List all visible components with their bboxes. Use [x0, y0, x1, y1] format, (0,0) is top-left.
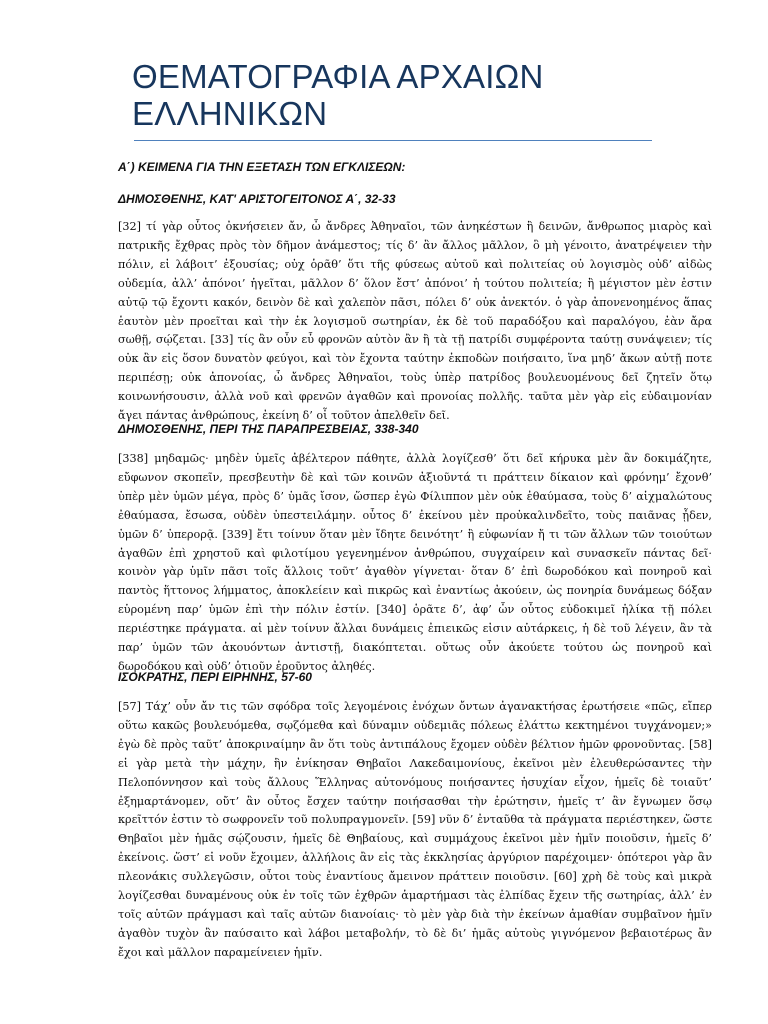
section-text-isokrates-eirini: [57] Τάχ’ οὖν ἄν τις τῶν σφόδρα τοῖς λεγομένοις ἐνόχων ὄντων ἀγανακτήσας ἐρωτήσειε «πῶς, εἴπερ οὕτω κακῶς βουλευόμεθα, σῳζόμεθα καὶ δύναμιν οὐδεμιᾶς πόλεως ἐλάττω κεκτημένοι τυγχάνομεν;» ἐγὼ δὲ πρὸς ταῦτ’ ἀποκριναίμην ἂν ὅτι τοὺς ἀντιπάλους ἔχομεν οὐδὲν βέλτιον ἡμῶν φρονοῦντας. [58] εἰ γὰρ μετὰ τὴν μάχην, ἣν ἐνίκησαν Θηβαῖοι Λακεδαιμονίους, ἐκεῖνοι μὲν ἐλευθερώσαντες τὴν Πελοπόννησον καὶ τοὺς ἄλλους Ἕλληνας αὐτονόμους ποιήσαντες ἡσυχίαν εἶχον, ἡμεῖς δὲ τοιαῦτ’ ἐξημαρτάνομεν, οὔτ’ ἂν οὗτος ἔσχεν ταύτην ποιήσασθαι τὴν ἐρώτησιν, ἡμεῖς τ’ ἂν ἔγνωμεν ὅσῳ κρεῖττόν ἐστιν τὸ σωφρονεῖν τοῦ πολυπραγμονεῖν. [59] νῦν δ’ ἐνταῦθα τὰ πράγματα περιέστηκεν, ὥστε Θηβαῖοι μὲν ἡμᾶς σῴζουσιν, ἡμεῖς δὲ Θηβαίους, καὶ συμμάχους ἐκεῖνοι μὲν ἡμῖν ποιοῦσιν, ἡμεῖς δ’ ἐκείνοις. ὥστ’ εἰ νοῦν ἔχοιμεν, ἀλλήλοις ἂν εἰς τὰς ἐκκλησίας ἀργύριον παρέχοιμεν· ὁπότεροι γὰρ ἂν πλεονάκις συλλεγῶσιν, οὗτοι τοὺς ἐναντίους ἄμεινον πράττειν ποιοῦσιν. [60] χρὴ δὲ τοὺς καὶ μικρὰ λογίζεσθαι δυναμένους οὐκ ἐν τοῖς τῶν ἐχθρῶν ἁμαρτήμασι τὰς ἐλπίδας ἔχειν τῆς σωτηρίας, ἀλλ’ ἐν τοῖς αὑτῶν πράγμασι καὶ ταῖς αὑτῶν διανοίαις· τὸ μὲν γὰρ διὰ τὴν ἐκείνων ἀμαθίαν συμβαῖνον ἡμῖν ἀγαθὸν τυχὸν ἂν παύσαιτο καὶ λάβοι μεταβολήν, τὸ δὲ δι’ ἡμᾶς αὐτοὺς γιγνόμενον βεβαιοτέρως ἂν ἔχοι καὶ μᾶλλον παραμείνειεν ἡμῖν.	[118, 700, 712, 959]
title-underline-rule	[134, 140, 652, 141]
section-heading-demosthenes-aristogeiton: ΔΗΜΟΣΘΕΝΗΣ, ΚΑΤ' ΑΡΙΣΤΟΓΕΙΤΟΝΟΣ Α΄, 32-33	[118, 192, 396, 206]
main-heading: Α΄) ΚΕΙΜΕΝΑ ΓΙΑ ΤΗΝ ΕΞΕΤΑΣΗ ΤΩΝ ΕΓΚΛΙΣΕΩΝ:	[118, 160, 406, 174]
section-text-demosthenes-parapresveia: [338] μηδαμῶς· μηδὲν ὑμεῖς ἀβέλτερον πάθητε, ἀλλὰ λογίζεσθ’ ὅτι δεῖ κήρυκα μὲν ἂν δοκιμάζητε, εὔφωνον σκοπεῖν, πρεσβευτὴν δὲ καὶ τῶν κοινῶν ἀξιοῦντά τι πράττειν δίκαιον καὶ φρόνημ’ ἔχονθ’ ὑπὲρ μὲν ὑμῶν μέγα, πρὸς δ’ ὑμᾶς ἴσον, ὥσπερ ἐγὼ Φίλιππον μὲν οὐκ ἐθαύμασα, τοὺς δ’ αἰχμαλώτους ἐθαύμασα, ἔσωσα, οὐδὲν ὑπεστειλάμην. οὗτος δ’ ἐκείνου μὲν προὐκαλινδεῖτο, τοὺς παιᾶνας ᾖδεν, ὑμῶν δ’ ὑπερορᾷ. [339] ἔτι τοίνυν ὅταν μὲν ἴδητε δεινότητ’ ἢ εὐφωνίαν ἤ τι τῶν ἄλλων τῶν τοιούτων ἀγαθῶν ἐπὶ χρηστοῦ καὶ φιλοτίμου γεγενημένον ἀνθρώπου, συγχαίρειν καὶ συνασκεῖν πάντας δεῖ· κοινὸν γὰρ ὑμῖν πᾶσι τοῖς ἄλλοις τοῦτ’ ἀγαθὸν γίγνεται· ὅταν δ’ ἐπὶ δωροδόκου καὶ πονηροῦ καὶ παντὸς ἥττονος λήμματος, ἀποκλείειν καὶ πικρῶς καὶ ἐναντίως ἀκούειν, ὡς πονηρία δυνάμεως δόξαν εὑρομένη παρ’ ὑμῶν ἐπὶ τὴν πόλιν ἐστίν. [340] ὁρᾶτε δ’, ἀφ’ ὧν οὗτος εὐδοκιμεῖ ἡλίκα τῇ πόλει περιέστηκε πράγματα. αἱ μὲν τοίνυν ἄλλαι δυνάμεις ἐπιεικῶς εἰσιν αὐτάρκεις, ἡ δὲ τοῦ λέγειν, ἂν τὰ παρ’ ὑμῶν τῶν ἀκουόντων ἀντιστῇ, διακόπτεται. οὕτως οὖν ἀκούετε τούτου ὡς πονηροῦ καὶ δωροδόκου καὶ οὐδ’ ὁτιοῦν ἐροῦντος ἀληθές.	[118, 452, 712, 673]
section-text-demosthenes-aristogeiton: [32] τί γὰρ οὗτος ὀκνήσειεν ἄν, ὦ ἄνδρες Ἀθηναῖοι, τῶν ἀνηκέστων ἢ δεινῶν, ἄνθρωπος μιαρὸς καὶ πατρικῆς ἔχθρας πρὸς τὸν δῆμον ἀνάμεστος; τίς δ’ ἂν ἄλλος μᾶλλον, ὃ μὴ γένοιτο, ἀνατρέψειεν τὴν πόλιν, εἰ λάβοιτ’ ἐξουσίας; οὐχ ὁρᾶθ’ ὅτι τῆς φύσεως αὐτοῦ καὶ πολιτείας οὐ λογισμὸς οὐδ’ αἰδὼς οὐδεμία, ἀλλ’ ἀπόνοι’ ἡγεῖται, μᾶλλον δ’ ὅλον ἔστ’ ἀπόνοι’ ἡ τούτου πολιτεία; ἢ μέγιστον μὲν ἐστιν αὐτῷ τῷ ἔχοντι κακόν, δεινὸν δὲ καὶ χαλεπὸν πᾶσι, πόλει δ’ οὐκ ἀνεκτόν. ὁ γὰρ ἀπονενοημένος ἅπας ἑαυτὸν μὲν προεῖται καὶ τὴν ἐκ λογισμοῦ σωτηρίαν, ἐκ δὲ τοῦ παραδόξου καὶ παραλόγου, ἐὰν ἄρα σωθῇ, σῴζεται. [33] τίς ἂν οὖν εὖ φρονῶν αὑτὸν ἂν ἢ τὰ τῇ πατρίδι συμφέροντα ταύτῃ συνάψειεν; τίς οὐκ ἂν εἰς ὅσον δυνατὸν φεύγοι, καὶ τὸν ἔχοντα ταύτην ἐκποδὼν ποιήσαιτο, ἵνα μηδ’ ἄκων αὐτῇ ποτε περιπέσῃ; οὐκ ἀπονοίας, ὦ ἄνδρες Ἀθηναῖοι, τοὺς ὑπὲρ πατρίδος βουλευομένους δεῖ ζητεῖν ὅτῳ κοινωνήσουσιν, ἀλλὰ νοῦ καὶ φρενῶν ἀγαθῶν καὶ προνοίας πολλῆς. ταῦτα μὲν γὰρ εἰς εὐδαιμονίαν ἄγει πάντας ἀνθρώπους, ἐκείνη δ’ οἷ τοῦτον ἀπελθεῖν δεῖ.	[118, 220, 712, 423]
section-heading-demosthenes-parapresveia: ΔΗΜΟΣΘΕΝΗΣ, ΠΕΡΙ ΤΗΣ ΠΑΡΑΠΡΕΣΒΕΙΑΣ, 338-340	[118, 422, 419, 436]
document-title: ΘΕΜΑΤΟΓΡΑΦΙΑ ΑΡΧΑΙΩΝ ΕΛΛΗΝΙΚΩΝ	[132, 58, 544, 132]
section-heading-isokrates-eirini: ΙΣΟΚΡΑΤΗΣ, ΠΕΡΙ ΕΙΡΗΝΗΣ, 57-60	[118, 670, 312, 684]
document-page	[118, 58, 718, 959]
